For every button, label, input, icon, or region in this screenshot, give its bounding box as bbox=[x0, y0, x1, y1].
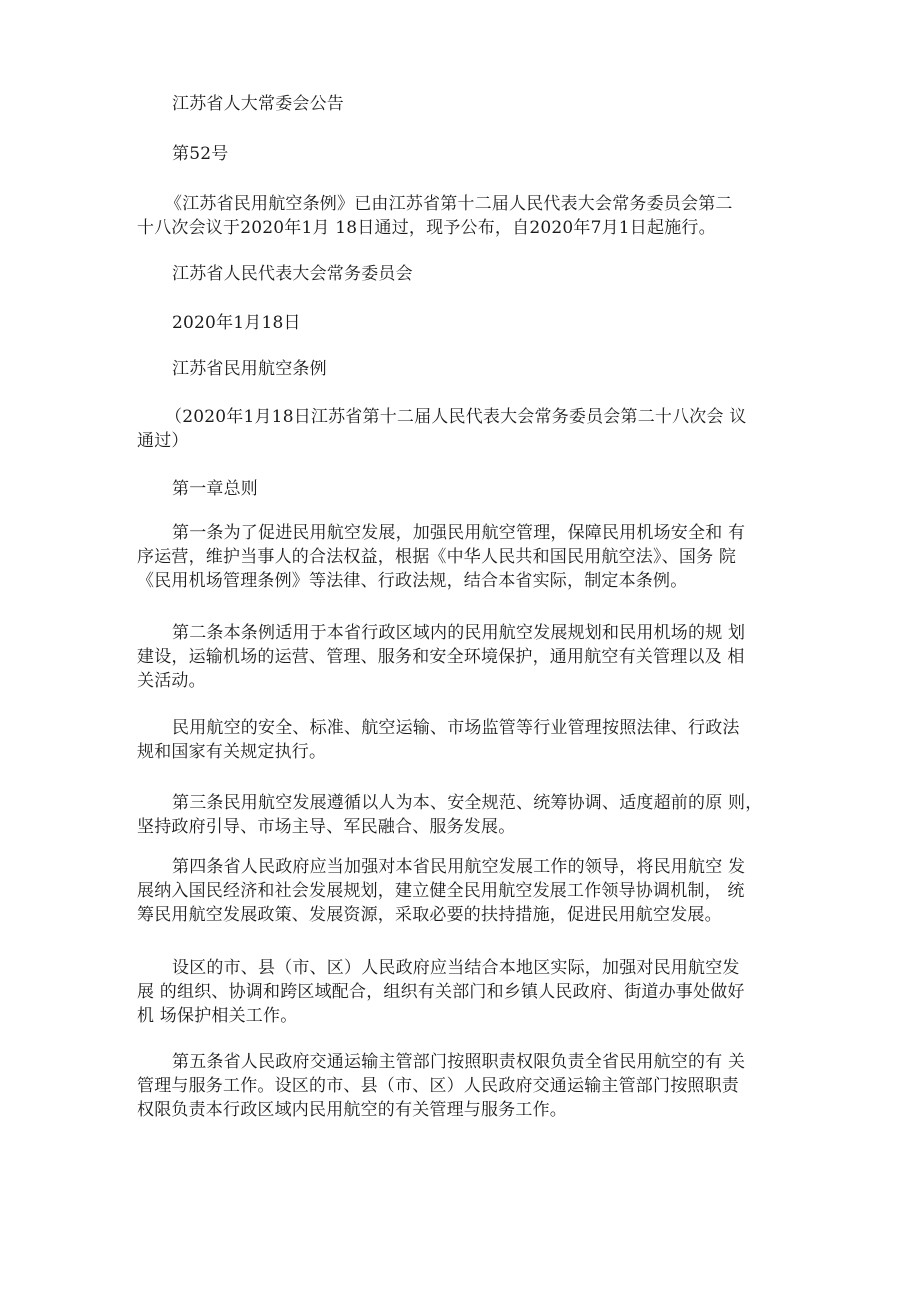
article-line: 民用航空的安全、标准、航空运输、市场监管等行业管理按照法律、行政法 bbox=[172, 718, 740, 738]
article-line: 第五条省人民政府交通运输主管部门按照职责权限负责全省民用航空的有 关 bbox=[172, 1052, 746, 1072]
article-line: 展纳入国民经济和社会发展规划，建立健全民用航空发展工作领导协调机制， 统 bbox=[137, 881, 745, 901]
issuer: 江苏省人民代表大会常务委员会 bbox=[172, 264, 413, 284]
chapter-title: 第一章总则 bbox=[172, 479, 258, 499]
article-line: 《民用机场管理条例》等法律、行政法规，结合本省实际，制定本条例。 bbox=[137, 571, 688, 591]
article-line: 规和国家有关规定执行。 bbox=[137, 742, 327, 762]
article-line: 序运营，维护当事人的合法权益，根据《中华人民共和国民用航空法》、国务 院 bbox=[137, 547, 737, 567]
article-line: 第一条为了促进民用航空发展，加强民用航空管理，保障民用机场安全和 有 bbox=[172, 523, 746, 543]
issue-date: 2020年1月18日 bbox=[172, 313, 301, 333]
article-line: 管理与服务工作。设区的市、县（市、区）人民政府交通运输主管部门按照职责 bbox=[137, 1076, 739, 1096]
announcement-body-line: 十八次会议于2020年1月 18日通过，现予公布，自2020年7月1日起施行。 bbox=[137, 218, 716, 238]
regulation-title: 江苏省民用航空条例 bbox=[172, 359, 327, 379]
article-line: 第四条省人民政府应当加强对本省民用航空发展工作的领导，将民用航空 发 bbox=[172, 857, 746, 877]
announcement-body-line: 《江苏省民用航空条例》已由江苏省第十二届人民代表大会常务委员会第二 bbox=[165, 194, 733, 214]
article-line: 坚持政府引导、市场主导、军民融合、服务发展。 bbox=[137, 817, 516, 837]
announcement-title: 江苏省人大常委会公告 bbox=[172, 94, 344, 114]
announcement-number: 第52号 bbox=[172, 144, 229, 164]
adoption-note-line: （2020年1月18日江苏省第十二届人民代表大会常务委员会第二十八次会 议 bbox=[165, 407, 747, 427]
article-line: 关活动。 bbox=[137, 671, 206, 691]
article-line: 机 场保护相关工作。 bbox=[137, 1006, 298, 1026]
article-line: 展 的组织、协调和跨区域配合，组织有关部门和乡镇人民政府、街道办事处做好 bbox=[137, 982, 745, 1002]
adoption-note-line: 通过） bbox=[137, 431, 189, 451]
article-line: 筹民用航空发展政策、发展资源，采取必要的扶持措施，促进民用航空发展。 bbox=[137, 905, 722, 925]
article-line: 第三条民用航空发展遵循以人为本、安全规范、统筹协调、适度超前的原 则， bbox=[172, 793, 763, 813]
article-line: 设区的市、县（市、区）人民政府应当结合本地区实际，加强对民用航空发 bbox=[172, 958, 740, 978]
article-line: 建设，运输机场的运营、管理、服务和安全环境保护，通用航空有关管理以及 相 bbox=[137, 647, 745, 667]
article-line: 权限负责本行政区域内民用航空的有关管理与服务工作。 bbox=[137, 1100, 567, 1120]
article-line: 第二条本条例适用于本省行政区域内的民用航空发展规划和民用机场的规 划 bbox=[172, 623, 746, 643]
